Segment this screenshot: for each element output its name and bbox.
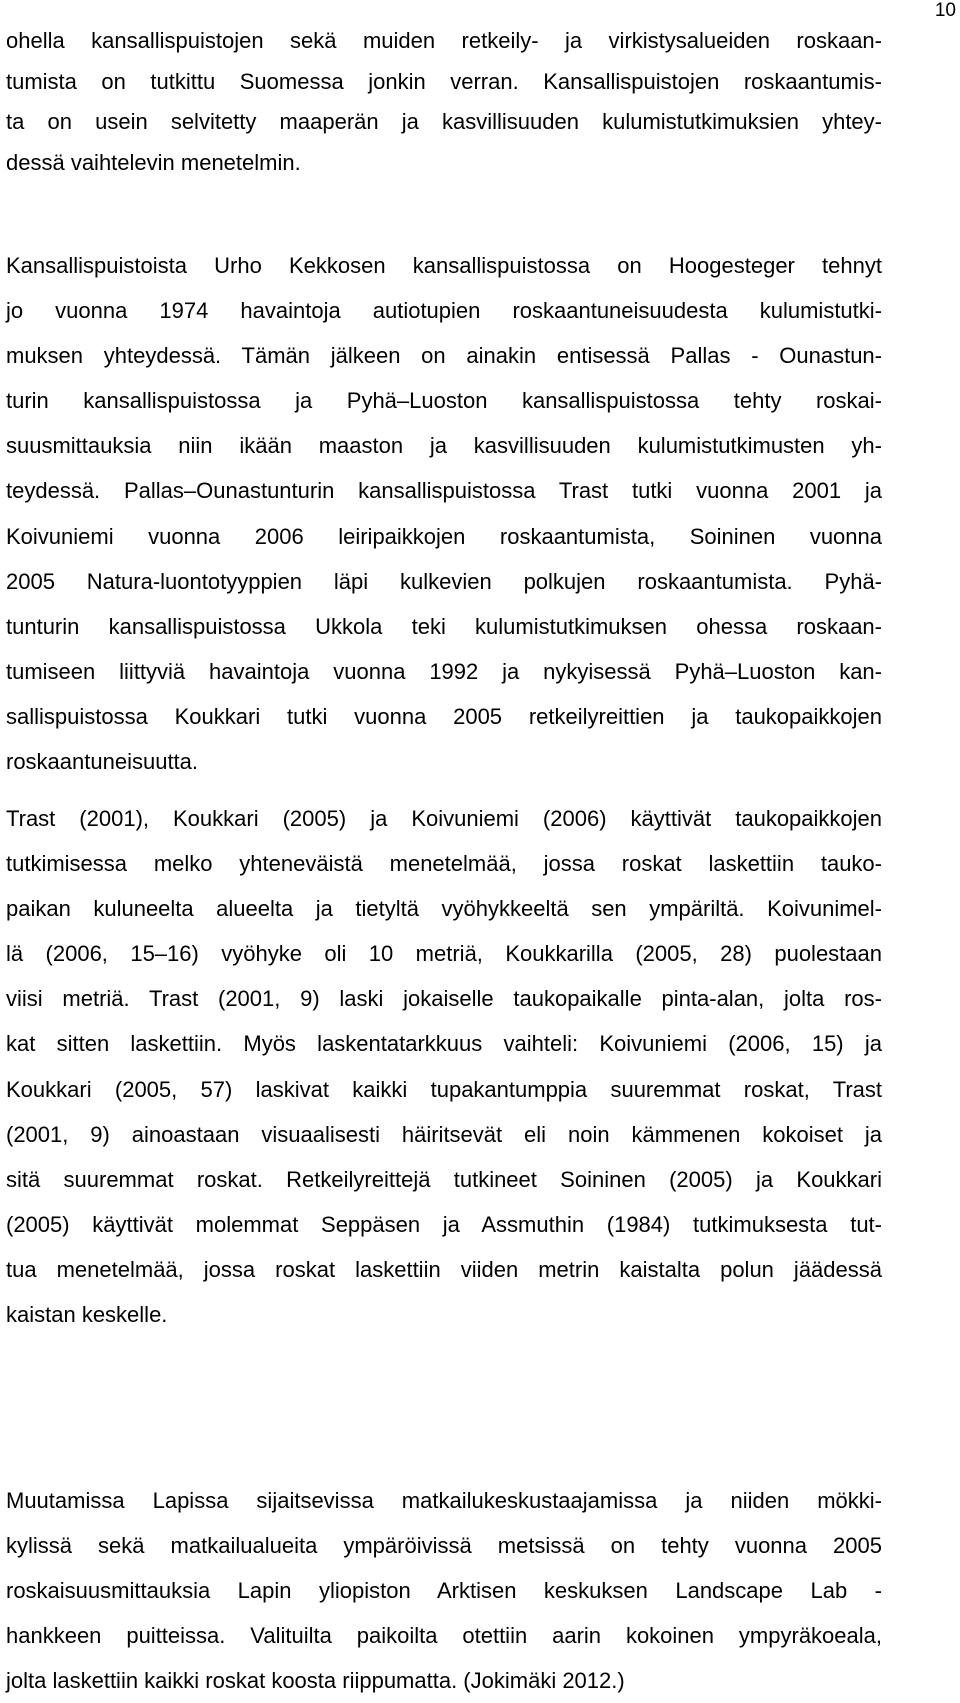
text-line: roskaantuneisuutta.: [6, 749, 199, 775]
text-line: turin kansallispuistossa ja Pyhä–Luoston kansallispuistossa tehty roskai-: [6, 388, 882, 414]
text-line: (2001, 9) ainoastaan visuaalisesti häiritsevät eli noin kämmenen kokoiset ja: [6, 1121, 882, 1147]
paragraph-4: [6, 1478, 882, 1703]
text-line: ohella kansallispuistojen sekä muiden retkeily- ja virkistysalueiden roskaan-: [6, 28, 882, 53]
paragraph-1: [6, 21, 882, 183]
page-number: 10: [934, 0, 956, 21]
text-line: 2005 Natura-luontotyyppien läpi kulkevien polkujen roskaantumista. Pyhä-: [6, 568, 882, 594]
text-line: Muutamissa Lapissa sijaitsevissa matkailukeskustaajamissa ja niiden mökki-: [6, 1488, 882, 1513]
text-line: tutkimisessa melko yhteneväistä menetelmää, jossa roskat laskettiin tauko-: [6, 851, 882, 877]
text-line: Trast (2001), Koukkari (2005) ja Koivuniemi (2006) käyttivät taukopaikkojen: [6, 806, 882, 831]
paragraph-2: [6, 243, 882, 784]
text-line: ta on usein selvitetty maaperän ja kasvillisuuden kulumistutkimuksien yhtey-: [6, 109, 882, 134]
text-line: kylissä sekä matkailualueita ympäröivissä metsissä on tehty vuonna 2005: [6, 1533, 882, 1559]
text-line: dessä vaihtelevin menetelmin.: [6, 149, 301, 175]
text-line: teydessä. Pallas–Ounastunturin kansallispuistossa Trast tutki vuonna 2001 ja: [6, 478, 882, 504]
text-line: (2005) käyttivät molemmat Seppäsen ja Assmuthin (1984) tutkimuksesta tut-: [6, 1211, 882, 1237]
text-line: Koukkari (2005, 57) laskivat kaikki tupakantumppia suuremmat roskat, Trast: [6, 1076, 882, 1102]
text-line: Kansallispuistoista Urho Kekkosen kansallispuistossa on Hoogesteger tehnyt: [6, 253, 882, 278]
text-line: tumiseen liittyviä havaintoja vuonna 1992 ja nykyisessä Pyhä–Luoston kan-: [6, 658, 882, 684]
text-line: tumista on tutkittu Suomessa jonkin verran. Kansallispuistojen roskaantumis-: [6, 68, 882, 94]
text-line: jolta laskettiin kaikki roskat koosta riippumatta. (Jokimäki 2012.): [6, 1668, 625, 1694]
text-line: hankkeen puitteissa. Valituilta paikoilta otettiin aarin kokoinen ympyräkoeala,: [6, 1623, 882, 1649]
text-line: muksen yhteydessä. Tämän jälkeen on ainakin entisessä Pallas - Ounastun-: [6, 343, 882, 369]
text-line: kaistan keskelle.: [6, 1302, 168, 1328]
text-line: sitä suuremmat roskat. Retkeilyreittejä tutkineet Soininen (2005) ja Koukkari: [6, 1166, 882, 1192]
text-line: kat sitten laskettiin. Myös laskentatarkkuus vaihteli: Koivuniemi (2006, 15) ja: [6, 1031, 882, 1057]
text-line: jo vuonna 1974 havaintoja autiotupien roskaantuneisuudesta kulumistutki-: [6, 298, 882, 324]
paragraph-3: [6, 796, 882, 1337]
text-line: tua menetelmää, jossa roskat laskettiin viiden metrin kaistalta polun jäädessä: [6, 1256, 882, 1282]
text-line: paikan kuluneelta alueelta ja tietyltä vyöhykkeeltä sen ympäriltä. Koivunimel-: [6, 896, 882, 922]
text-line: lä (2006, 15–16) vyöhyke oli 10 metriä, Koukkarilla (2005, 28) puolestaan: [6, 941, 882, 967]
text-line: viisi metriä. Trast (2001, 9) laski jokaiselle taukopaikalle pinta-alan, jolta ros-: [6, 986, 882, 1012]
text-line: roskaisuusmittauksia Lapin yliopiston Arktisen keskuksen Landscape Lab -: [6, 1578, 882, 1604]
text-line: suusmittauksia niin ikään maaston ja kasvillisuuden kulumistutkimusten yh-: [6, 433, 882, 459]
text-line: tunturin kansallispuistossa Ukkola teki kulumistutkimuksen ohessa roskaan-: [6, 613, 882, 639]
text-line: Koivuniemi vuonna 2006 leiripaikkojen roskaantumista, Soininen vuonna: [6, 523, 882, 549]
text-line: sallispuistossa Koukkari tutki vuonna 2005 retkeilyreittien ja taukopaikkojen: [6, 703, 882, 729]
